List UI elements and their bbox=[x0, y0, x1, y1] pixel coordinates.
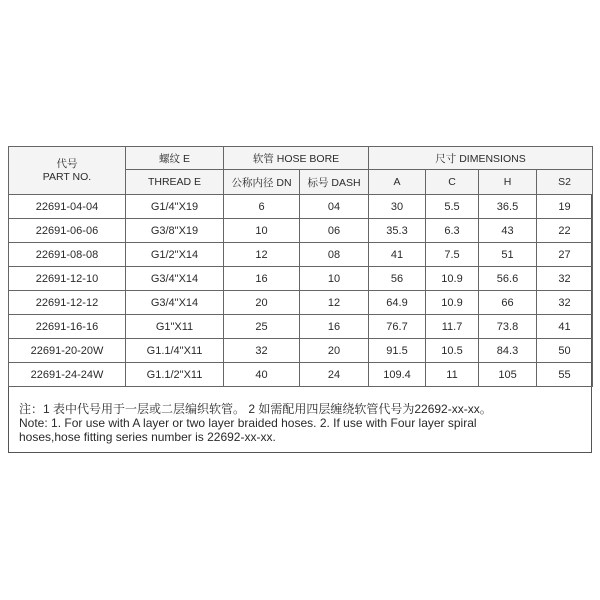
h-cell: 73.8 bbox=[479, 315, 537, 339]
thread-cell: G1"X11 bbox=[126, 315, 224, 339]
table-row bbox=[9, 315, 593, 339]
table-row bbox=[9, 195, 593, 219]
note-en-line-1: Note: 1. For use with A layer or two layer braided hoses. 2. If use with Four layer spiral bbox=[19, 416, 477, 430]
dn-cell: 32 bbox=[224, 339, 300, 363]
thread-header-en: THREAD E bbox=[126, 170, 224, 195]
c-cell: 11.7 bbox=[426, 315, 479, 339]
dash-cell: 04 bbox=[300, 195, 369, 219]
s2-cell: 27 bbox=[537, 243, 593, 267]
dash-cell: 08 bbox=[300, 243, 369, 267]
dash-cell: 24 bbox=[300, 363, 369, 387]
thread-cell: G1.1/2"X11 bbox=[126, 363, 224, 387]
dn-cell: 40 bbox=[224, 363, 300, 387]
c-header: C bbox=[426, 170, 479, 195]
c-cell: 5.5 bbox=[426, 195, 479, 219]
notes bbox=[19, 402, 589, 444]
h-cell: 105 bbox=[479, 363, 537, 387]
a-cell: 30 bbox=[369, 195, 426, 219]
fitting-spec-table bbox=[8, 146, 593, 387]
thread-cell: G1.1/4"X11 bbox=[126, 339, 224, 363]
table-row bbox=[9, 291, 593, 315]
s2-cell: 19 bbox=[537, 195, 593, 219]
h-cell: 84.3 bbox=[479, 339, 537, 363]
h-cell: 51 bbox=[479, 243, 537, 267]
part-no-cell: 22691-20-20W bbox=[9, 339, 126, 363]
part-no-cell: 22691-12-10 bbox=[9, 267, 126, 291]
c-cell: 10.5 bbox=[426, 339, 479, 363]
dash-cell: 10 bbox=[300, 267, 369, 291]
c-cell: 6.3 bbox=[426, 219, 479, 243]
dn-header: 公称内径 DN bbox=[224, 170, 300, 195]
s2-cell: 55 bbox=[537, 363, 593, 387]
part-no-header-cn: 代号 bbox=[56, 157, 78, 170]
dash-header: 标号 DASH bbox=[300, 170, 369, 195]
spec-sheet bbox=[8, 146, 592, 453]
table-row bbox=[9, 243, 593, 267]
a-cell: 109.4 bbox=[369, 363, 426, 387]
dash-cell: 20 bbox=[300, 339, 369, 363]
s2-cell: 50 bbox=[537, 339, 593, 363]
table-row bbox=[9, 363, 593, 387]
s2-cell: 22 bbox=[537, 219, 593, 243]
dn-cell: 16 bbox=[224, 267, 300, 291]
dash-cell: 16 bbox=[300, 315, 369, 339]
dimensions-header: 尺寸 DIMENSIONS bbox=[369, 147, 593, 170]
hose-bore-header: 软管 HOSE BORE bbox=[224, 147, 369, 170]
thread-cell: G3/8"X19 bbox=[126, 219, 224, 243]
thread-header-cn: 螺纹 E bbox=[126, 147, 224, 170]
s2-cell: 32 bbox=[537, 291, 593, 315]
table-row bbox=[9, 339, 593, 363]
thread-cell: G1/4"X19 bbox=[126, 195, 224, 219]
c-cell: 10.9 bbox=[426, 291, 479, 315]
s2-cell: 32 bbox=[537, 267, 593, 291]
c-cell: 11 bbox=[426, 363, 479, 387]
c-cell: 10.9 bbox=[426, 267, 479, 291]
part-no-cell: 22691-06-06 bbox=[9, 219, 126, 243]
part-no-header-en: PART NO. bbox=[42, 170, 92, 183]
a-cell: 76.7 bbox=[369, 315, 426, 339]
c-cell: 7.5 bbox=[426, 243, 479, 267]
part-no-cell: 22691-08-08 bbox=[9, 243, 126, 267]
s2-cell: 41 bbox=[537, 315, 593, 339]
thread-cell: G3/4"X14 bbox=[126, 267, 224, 291]
dash-cell: 12 bbox=[300, 291, 369, 315]
h-cell: 36.5 bbox=[479, 195, 537, 219]
h-header: H bbox=[479, 170, 537, 195]
a-cell: 64.9 bbox=[369, 291, 426, 315]
note-cn: 注：1 表中代号用于一层或二层编织软管。 2 如需配用四层缠绕软管代号为22692-xx-xx。 bbox=[19, 402, 492, 416]
table-row bbox=[9, 219, 593, 243]
dn-cell: 25 bbox=[224, 315, 300, 339]
h-cell: 66 bbox=[479, 291, 537, 315]
header-row-1 bbox=[9, 147, 593, 170]
part-no-cell: 22691-24-24W bbox=[9, 363, 126, 387]
thread-cell: G1/2"X14 bbox=[126, 243, 224, 267]
part-no-header bbox=[9, 147, 126, 195]
a-header: A bbox=[369, 170, 426, 195]
thread-cell: G3/4"X14 bbox=[126, 291, 224, 315]
a-cell: 35.3 bbox=[369, 219, 426, 243]
dash-cell: 06 bbox=[300, 219, 369, 243]
dn-cell: 20 bbox=[224, 291, 300, 315]
part-no-cell: 22691-04-04 bbox=[9, 195, 126, 219]
s2-header: S2 bbox=[537, 170, 593, 195]
part-no-cell: 22691-16-16 bbox=[9, 315, 126, 339]
h-cell: 56.6 bbox=[479, 267, 537, 291]
note-en-line-2: hoses,hose fitting series number is 22692-xx-xx. bbox=[19, 430, 276, 444]
table-row bbox=[9, 267, 593, 291]
dn-cell: 12 bbox=[224, 243, 300, 267]
dn-cell: 6 bbox=[224, 195, 300, 219]
part-no-cell: 22691-12-12 bbox=[9, 291, 126, 315]
a-cell: 41 bbox=[369, 243, 426, 267]
dn-cell: 10 bbox=[224, 219, 300, 243]
h-cell: 43 bbox=[479, 219, 537, 243]
a-cell: 91.5 bbox=[369, 339, 426, 363]
a-cell: 56 bbox=[369, 267, 426, 291]
